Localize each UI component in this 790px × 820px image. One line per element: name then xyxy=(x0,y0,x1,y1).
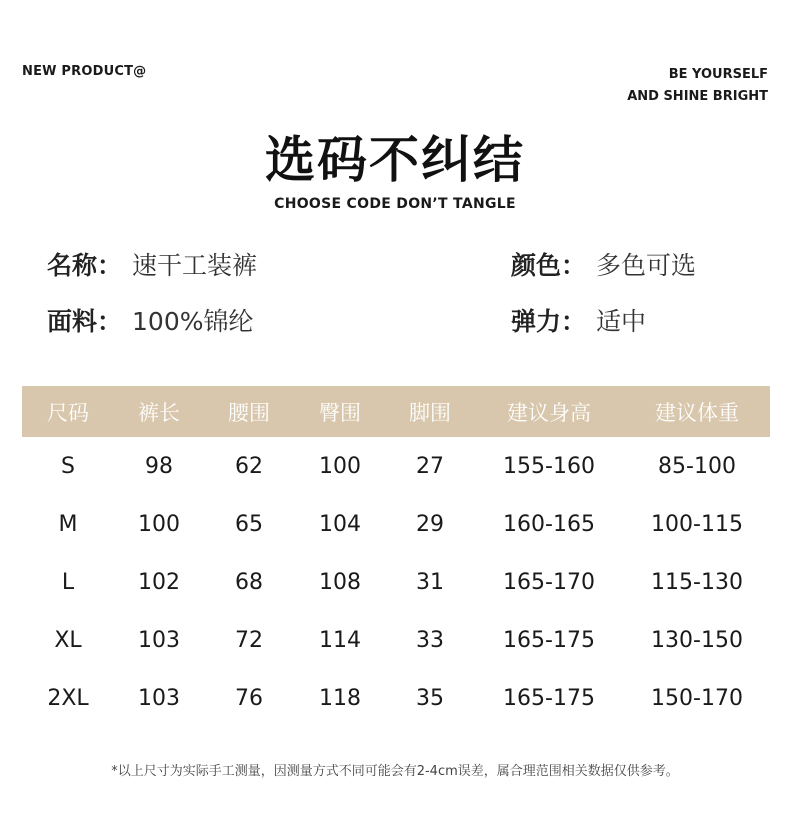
table-cell: 160-165 xyxy=(503,511,595,537)
table-cell: 68 xyxy=(235,569,263,595)
spec-color-label: 颜色： xyxy=(511,251,587,280)
spec-material-value: 100%锦纶 xyxy=(132,307,254,336)
table-cell: 103 xyxy=(138,685,180,711)
table-cell: 108 xyxy=(319,569,361,595)
spec-color xyxy=(511,250,696,282)
table-cell: 114 xyxy=(319,627,361,653)
tag-slogan xyxy=(627,64,768,108)
table-row xyxy=(22,495,770,553)
table-cell: 130-150 xyxy=(651,627,743,653)
page-subtitle: CHOOSE CODE DON’T TANGLE xyxy=(274,196,516,212)
col-header: 腰围 xyxy=(204,386,294,437)
table-cell: 155-160 xyxy=(503,453,595,479)
table-row xyxy=(22,611,770,669)
col-header: 建议体重 xyxy=(624,386,770,437)
table-cell: 33 xyxy=(416,627,444,653)
spec-elastic-label: 弹力： xyxy=(511,307,587,336)
table-cell: 2XL xyxy=(47,685,89,711)
table-cell: 165-175 xyxy=(503,685,595,711)
size-table-header xyxy=(22,386,770,437)
spec-color-value: 多色可选 xyxy=(596,251,697,280)
table-cell: XL xyxy=(54,627,82,653)
table-cell: 118 xyxy=(319,685,361,711)
table-cell: 27 xyxy=(416,453,444,479)
table-cell: 76 xyxy=(235,685,263,711)
table-row xyxy=(22,437,770,495)
page-title: 选码不纠结 xyxy=(265,131,525,189)
col-header: 臀围 xyxy=(294,386,386,437)
table-cell: 100 xyxy=(319,453,361,479)
table-cell: S xyxy=(61,453,75,479)
table-cell: L xyxy=(61,569,75,595)
table-cell: 104 xyxy=(319,511,361,537)
col-header: 建议身高 xyxy=(474,386,624,437)
table-row xyxy=(22,669,770,727)
spec-name xyxy=(47,250,257,282)
col-header: 脚围 xyxy=(386,386,474,437)
table-cell: 115-130 xyxy=(651,569,743,595)
table-cell: 165-170 xyxy=(503,569,595,595)
table-cell: 165-175 xyxy=(503,627,595,653)
table-cell: 65 xyxy=(235,511,263,537)
table-row xyxy=(22,553,770,611)
spec-name-value: 速干工装裤 xyxy=(132,251,258,280)
table-cell: 31 xyxy=(416,569,444,595)
table-cell: 100-115 xyxy=(651,511,743,537)
spec-material xyxy=(47,306,254,338)
table-cell: 62 xyxy=(235,453,263,479)
spec-material-label: 面料： xyxy=(47,307,123,336)
tag-new-product: NEW PRODUCT@ xyxy=(22,64,147,79)
measurement-footnote: *以上尺寸为实际手工测量，因测量方式不同可能会有2-4cm误差，属合理范围相关数据仅供参考。 xyxy=(111,764,679,779)
col-header: 尺码 xyxy=(22,386,114,437)
slogan-line-2: AND SHINE BRIGHT xyxy=(627,89,768,104)
table-cell: M xyxy=(58,511,78,537)
table-cell: 100 xyxy=(138,511,180,537)
table-cell: 85-100 xyxy=(658,453,736,479)
table-cell: 103 xyxy=(138,627,180,653)
spec-elastic-value: 适中 xyxy=(596,307,647,336)
slogan-line-1: BE YOURSELF xyxy=(668,67,768,82)
table-cell: 98 xyxy=(145,453,173,479)
col-header: 裤长 xyxy=(114,386,204,437)
size-table xyxy=(22,386,770,727)
table-cell: 72 xyxy=(235,627,263,653)
table-cell: 150-170 xyxy=(651,685,743,711)
spec-elastic xyxy=(511,306,646,338)
table-cell: 102 xyxy=(138,569,180,595)
table-cell: 29 xyxy=(416,511,444,537)
spec-name-label: 名称： xyxy=(47,251,123,280)
table-cell: 35 xyxy=(416,685,444,711)
